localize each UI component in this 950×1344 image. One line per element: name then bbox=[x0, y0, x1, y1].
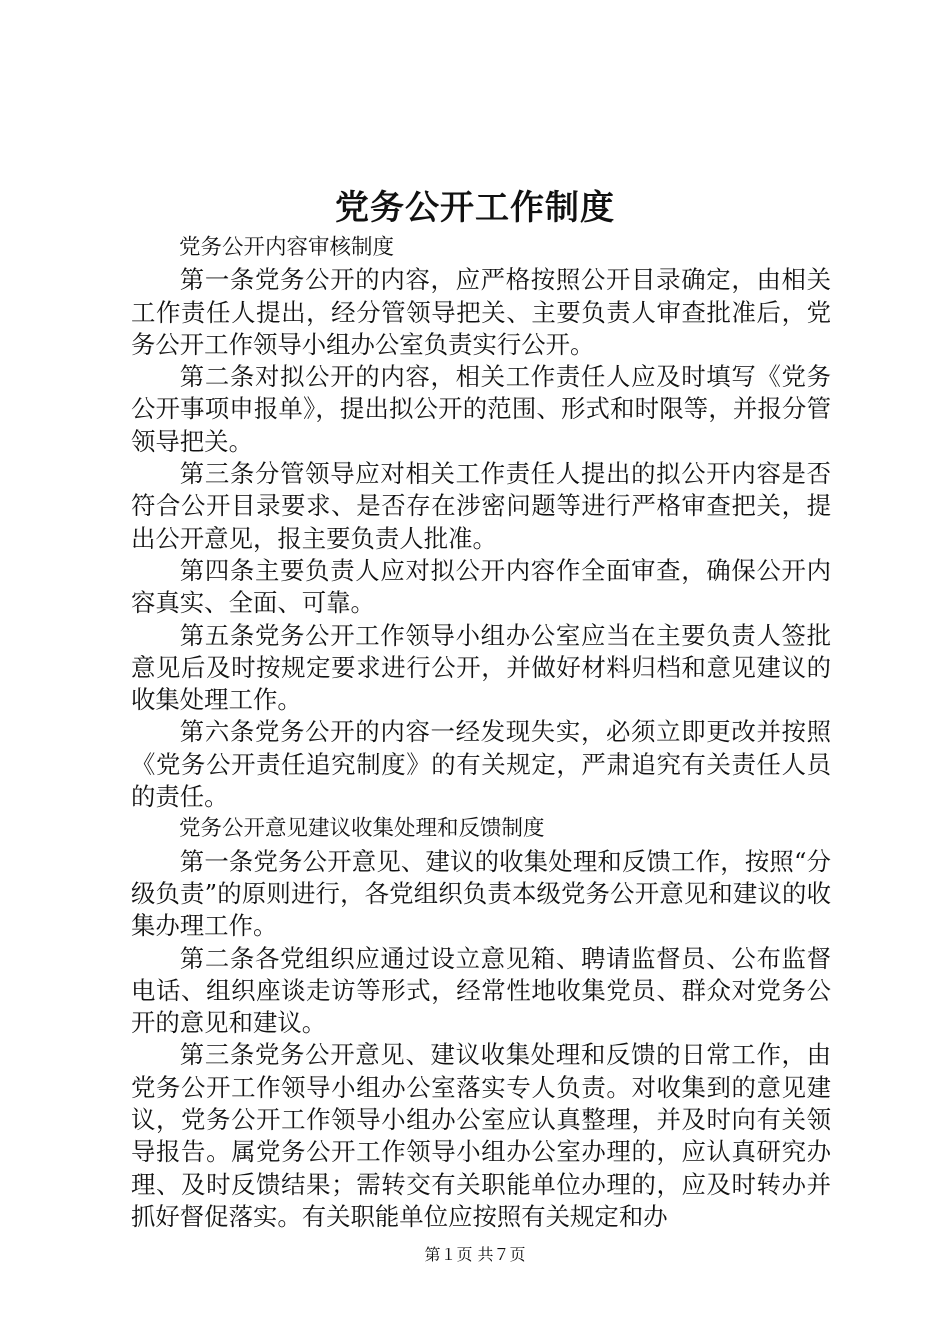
section-heading: 党务公开内容审核制度 bbox=[179, 235, 395, 260]
paragraph: 第三条党务公开意见、建议收集处理和反馈的日常工作，由党务公开工作领导小组办公室落实专人负责。对收集到的意见建议，党务公开工作领导小组办公室应认真整理，并及时向有关领导报告。属党务公开工作领导小组办公室办理的，应认真研究办理、及时反馈结果；需转交有关职能单位办理的，应及时转办并抓好督促落实。有关职能单位应按照有关规定和办 bbox=[131, 1040, 831, 1231]
paragraph: 第六条党务公开的内容一经发现失实，必须立即更改并按照《党务公开责任追究制度》的有关规定，严肃追究有关责任人员的责任。 bbox=[131, 717, 831, 812]
paragraph: 第二条各党组织应通过设立意见箱、聘请监督员、公布监督电话、组织座谈走访等形式，经常性地收集党员、群众对党务公开的意见和建议。 bbox=[131, 943, 831, 1038]
section-heading: 党务公开意见建议收集处理和反馈制度 bbox=[179, 816, 545, 842]
document-body bbox=[131, 232, 831, 1233]
paragraph: 第一条党务公开意见、建议的收集处理和反馈工作，按照“分级负责”的原则进行，各党组织负责本级党务公开意见和建议的收集办理工作。 bbox=[131, 846, 831, 941]
page-number-footer: 第１页 共７页 bbox=[424, 1245, 526, 1264]
paragraph: 第一条党务公开的内容，应严格按照公开目录确定，由相关工作责任人提出，经分管领导把关、主要负责人审查批准后，党务公开工作领导小组办公室负责实行公开。 bbox=[131, 265, 831, 359]
paragraph: 第四条主要负责人应对拟公开内容作全面审查，确保公开内容真实、全面、可靠。 bbox=[131, 555, 831, 618]
paragraph: 第三条分管领导应对相关工作责任人提出的拟公开内容是否符合公开目录要求、是否存在涉密问题等进行严格审查把关，提出公开意见，报主要负责人批准。 bbox=[131, 459, 831, 553]
paragraph: 第二条对拟公开的内容，相关工作责任人应及时填写《党务公开事项申报单》，提出拟公开的范围、形式和时限等，并报分管领导把关。 bbox=[131, 362, 831, 456]
paragraph: 第五条党务公开工作领导小组办公室应当在主要负责人签批意见后及时按规定要求进行公开，并做好材料归档和意见建议的收集处理工作。 bbox=[131, 620, 831, 715]
document-title: 党务公开工作制度 bbox=[335, 188, 615, 228]
